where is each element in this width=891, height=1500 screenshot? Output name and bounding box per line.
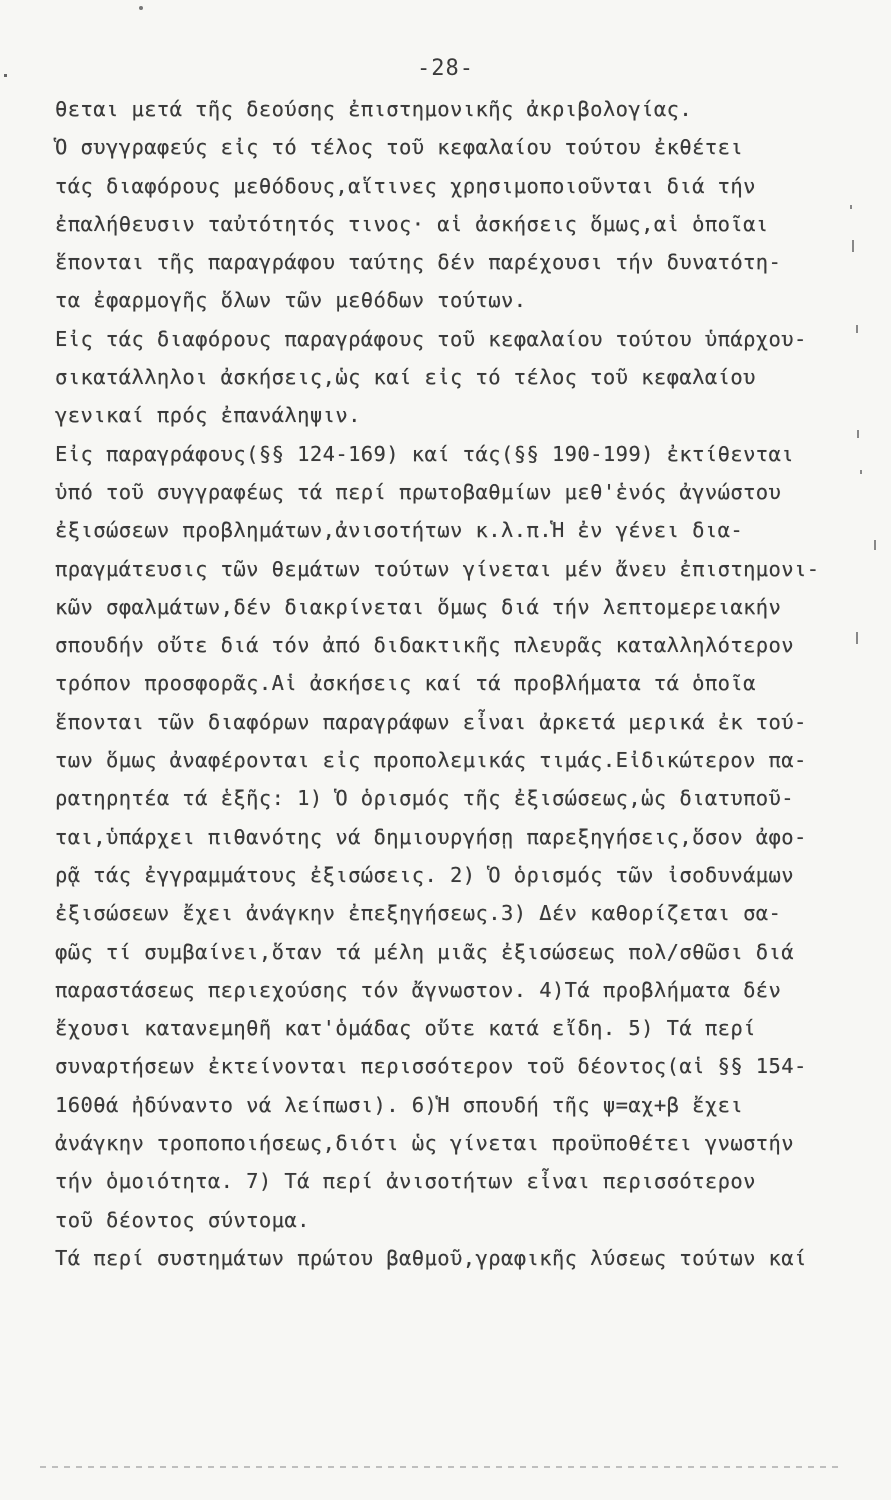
text-line: Ὁ συγγραφεύς εἰς τό τέλος τοῦ κεφαλαίου τούτου ἐκθέτει: [55, 135, 744, 160]
text-line: σπουδήν οὔτε διά τόν ἀπό διδακτικῆς πλευρᾶς καταλληλότερον: [55, 633, 795, 658]
text-line: παραστάσεως περιεχούσης τόν ἄγνωστον. 4)Τά προβλήματα δέν: [55, 977, 782, 1002]
text-line: ὑπό τοῦ συγγραφέως τά περί πρωτοβαθμίων μεθ'ἑνός ἀγνώστου: [55, 479, 782, 504]
text-line: των ὅμως ἀναφέρονται εἰς προπολεμικάς τιμάς.Εἰδικώτερον πα-: [55, 748, 807, 773]
margin-mark: [874, 540, 876, 550]
text-line: πραγμάτευσις τῶν θεμάτων τούτων γίνεται μέν ἄνευ ἐπιστημονι-: [55, 556, 820, 581]
text-line: γενικαί πρός ἐπανάληψιν.: [55, 403, 361, 428]
margin-mark: [856, 325, 858, 333]
text-line: ἐξισώσεων ἔχει ἀνάγκην ἐπεξηγήσεως.3) Δέν καθορίζεται σα-: [55, 901, 782, 926]
ink-dot: [139, 6, 143, 10]
text-line: ἕπονται τῶν διαφόρων παραγράφων εἶναι ἀρκετά μερικά ἐκ τού-: [55, 709, 807, 734]
text-line: σικατάλληλοι ἀσκήσεις,ὡς καί εἰς τό τέλος τοῦ κεφαλαίου: [55, 365, 756, 390]
margin-mark: [856, 632, 858, 644]
text-line: τάς διαφόρους μεθόδους,αἵτινες χρησιμοποιοῦνται διά τήν: [55, 173, 756, 198]
text-line: συναρτήσεων ἐκτείνονται περισσότερον τοῦ δέοντος(αἱ §§ 154-: [55, 1054, 807, 1079]
text-line: ται,ὑπάρχει πιθανότης νά δημιουργήσῃ παρεξηγήσεις,ὅσον ἀφο-: [55, 824, 807, 849]
page-number: -28-: [417, 56, 474, 81]
text-line: ἐξισώσεων προβλημάτων,ἀνισοτήτων κ.λ.π.Ἡ ἐν γένει δια-: [55, 518, 744, 543]
text-line: ἀνάγκην τροποποιήσεως,διότι ὡς γίνεται προϋποθέτει γνωστήν: [55, 1131, 795, 1156]
text-line: ρᾷ τάς ἐγγραμμάτους ἐξισώσεις. 2) Ὁ ὁρισμός τῶν ἰσοδυνάμων: [55, 862, 795, 887]
text-line: ἔχουσι κατανεμηθῆ κατ'ὁμάδας οὔτε κατά εἴδη. 5) Τά περί: [55, 1016, 756, 1041]
text-line: θεται μετά τῆς δεούσης ἐπιστημονικῆς ἀκριβολογίας.: [55, 97, 693, 121]
text-line: Εἰς παραγράφους(§§ 124-169) καί τάς(§§ 190-199) ἐκτίθενται: [55, 441, 795, 466]
text-line: τρόπον προσφορᾶς.Αἱ ἀσκήσεις καί τά προβλήματα τά ὁποῖα: [55, 671, 756, 696]
text-line: Τά περί συστημάτων πρώτου βαθμοῦ,γραφικῆς λύσεως τούτων καί: [55, 1245, 807, 1270]
margin-mark: [857, 430, 859, 438]
text-line: 160θά ἠδύναντο νά λείπωσι). 6)Ἡ σπουδή τῆς ψ=αχ+β ἔχει: [55, 1092, 744, 1117]
text-line: ἐπαλήθευσιν ταὐτότητός τινος· αἱ ἀσκήσεις ὅμως,αἱ ὁποῖαι: [55, 211, 769, 236]
text-line: τα ἐφαρμογῆς ὅλων τῶν μεθόδων τούτων.: [55, 288, 527, 313]
typed-text-body: [55, 90, 855, 1277]
text-line: φῶς τί συμβαίνει,ὅταν τά μέλη μιᾶς ἐξισώσεως πολ/σθῶσι διά: [55, 939, 795, 964]
text-line: ἕπονται τῆς παραγράφου ταύτης δέν παρέχουσι τήν δυνατότη-: [55, 250, 782, 275]
scan-artifact: [40, 1466, 840, 1468]
text-line: τοῦ δέοντος σύντομα.: [55, 1207, 310, 1232]
text-line: ρατηρητέα τά ἑξῆς: 1) Ὁ ὁρισμός τῆς ἐξισώσεως,ὡς διατυποῦ-: [55, 786, 795, 811]
text-line: τήν ὁμοιότητα. 7) Τά περί ἀνισοτήτων εἶναι περισσότερον: [55, 1169, 756, 1194]
margin-mark: [850, 205, 852, 209]
margin-mark: [852, 240, 854, 252]
text-line: Εἰς τάς διαφόρους παραγράφους τοῦ κεφαλαίου τούτου ὑπάρχου-: [55, 326, 807, 351]
text-line: κῶν σφαλμάτων,δέν διακρίνεται ὅμως διά τήν λεπτομερειακήν: [55, 594, 782, 619]
margin-mark: [860, 470, 862, 474]
